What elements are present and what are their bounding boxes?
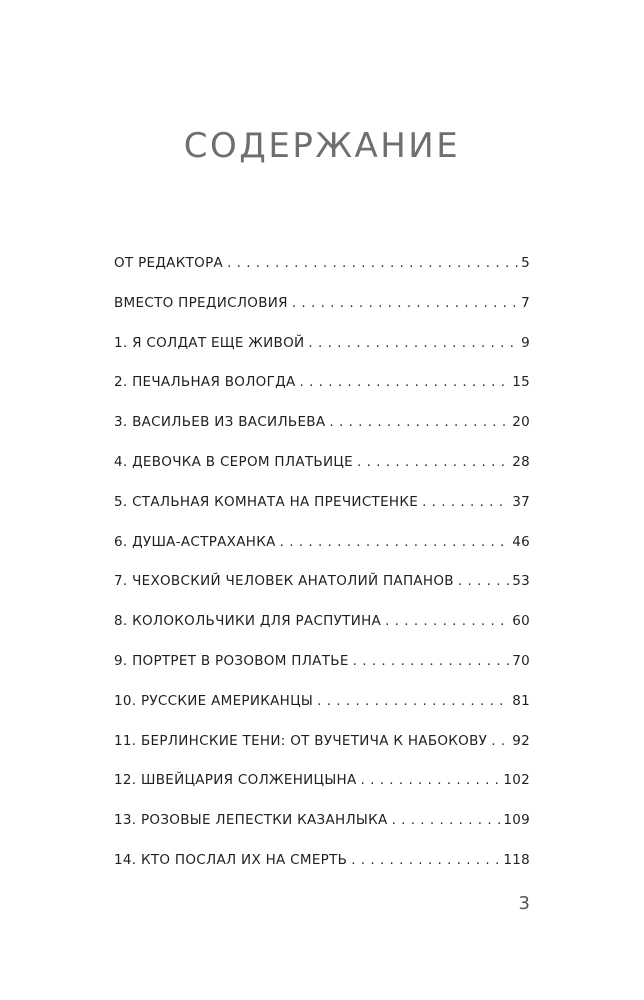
toc-entry-page: 5 xyxy=(521,255,530,271)
page-title: СОДЕРЖАНИЕ xyxy=(183,126,461,166)
dot-leader xyxy=(227,255,518,271)
toc-entry-page: 60 xyxy=(512,613,530,630)
toc-entry[interactable] xyxy=(114,295,530,335)
table-of-contents xyxy=(114,255,530,892)
toc-entry-title: 11. БЕРЛИНСКИЕ ТЕНИ: ОТ ВУЧЕТИЧА К НАБОКОВУ xyxy=(114,732,488,749)
toc-entry-title: 14. КТО ПОСЛАЛ ИХ НА СМЕРТЬ xyxy=(114,851,348,868)
toc-entry[interactable] xyxy=(114,733,530,773)
toc-entry[interactable] xyxy=(114,693,530,733)
toc-entry-title: 9. ПОРТРЕТ В РОЗОВОМ ПЛАТЬЕ xyxy=(114,652,349,669)
toc-entry-title: 3. ВАСИЛЬЕВ ИЗ ВАСИЛЬЕВА xyxy=(114,414,326,431)
toc-entry-page: 92 xyxy=(512,732,530,749)
toc-entry-title: 12. ШВЕЙЦАРИЯ СОЛЖЕНИЦЫНА xyxy=(114,772,357,789)
toc-entry-page: 28 xyxy=(512,453,530,470)
dot-leader xyxy=(392,812,501,828)
dot-leader xyxy=(353,653,510,669)
toc-entry[interactable] xyxy=(114,772,530,812)
dot-leader xyxy=(361,772,501,788)
toc-entry-title: 10. РУССКИЕ АМЕРИКАНЦЫ xyxy=(114,692,314,709)
toc-entry-title: 7. ЧЕХОВСКИЙ ЧЕЛОВЕК АНАТОЛИЙ ПАПАНОВ xyxy=(114,573,454,590)
toc-entry-page: 37 xyxy=(512,493,530,510)
toc-entry[interactable] xyxy=(114,494,530,534)
toc-entry[interactable] xyxy=(114,613,530,653)
toc-entry-page: 102 xyxy=(503,772,530,789)
page-number: 3 xyxy=(518,893,530,914)
dot-leader xyxy=(300,374,510,390)
toc-entry[interactable] xyxy=(114,573,530,613)
toc-entry-title: ОТ РЕДАКТОРА xyxy=(114,255,224,271)
toc-entry-title: 8. КОЛОКОЛЬЧИКИ ДЛЯ РАСПУТИНА xyxy=(114,613,382,630)
dot-leader xyxy=(329,414,509,430)
toc-entry[interactable] xyxy=(114,454,530,494)
toc-entry-title: 4. ДЕВОЧКА В СЕРОМ ПЛАТЬИЦЕ xyxy=(114,453,353,470)
toc-entry[interactable] xyxy=(114,255,530,295)
toc-entry-page: 81 xyxy=(512,692,530,709)
toc-entry[interactable] xyxy=(114,374,530,414)
toc-entry-page: 70 xyxy=(512,652,530,669)
toc-entry[interactable] xyxy=(114,414,530,454)
toc-entry[interactable] xyxy=(114,852,530,892)
dot-leader xyxy=(308,335,518,351)
dot-leader xyxy=(280,534,510,550)
toc-entry-title: 1. Я СОЛДАТ ЕЩЕ ЖИВОЙ xyxy=(114,334,305,351)
toc-entry[interactable] xyxy=(114,534,530,574)
toc-entry-page: 9 xyxy=(521,334,530,351)
dot-leader xyxy=(422,494,509,510)
toc-entry-title: 5. СТАЛЬНАЯ КОМНАТА НА ПРЕЧИСТЕНКЕ xyxy=(114,493,419,510)
toc-entry-page: 46 xyxy=(512,533,530,550)
toc-entry-page: 53 xyxy=(512,573,530,590)
toc-entry-page: 20 xyxy=(512,414,530,431)
toc-entry-title: 13. РОЗОВЫЕ ЛЕПЕСТКИ КАЗАНЛЫКА xyxy=(114,812,388,829)
toc-entry-page: 15 xyxy=(512,374,530,391)
dot-leader xyxy=(351,852,500,868)
dot-leader xyxy=(458,573,509,589)
dot-leader xyxy=(357,454,509,470)
toc-entry-title: 6. ДУША-АСТРАХАНКА xyxy=(114,533,276,550)
dot-leader xyxy=(317,693,509,709)
toc-entry-title: 2. ПЕЧАЛЬНАЯ ВОЛОГДА xyxy=(114,374,296,391)
toc-entry[interactable] xyxy=(114,812,530,852)
toc-entry[interactable] xyxy=(114,653,530,693)
dot-leader xyxy=(292,295,518,311)
toc-entry[interactable] xyxy=(114,335,530,375)
dot-leader xyxy=(491,733,509,749)
toc-entry-page: 7 xyxy=(521,294,530,311)
toc-entry-page: 118 xyxy=(503,851,530,868)
toc-entry-title: ВМЕСТО ПРЕДИСЛОВИЯ xyxy=(114,294,288,311)
dot-leader xyxy=(385,613,509,629)
toc-entry-page: 109 xyxy=(503,812,530,829)
